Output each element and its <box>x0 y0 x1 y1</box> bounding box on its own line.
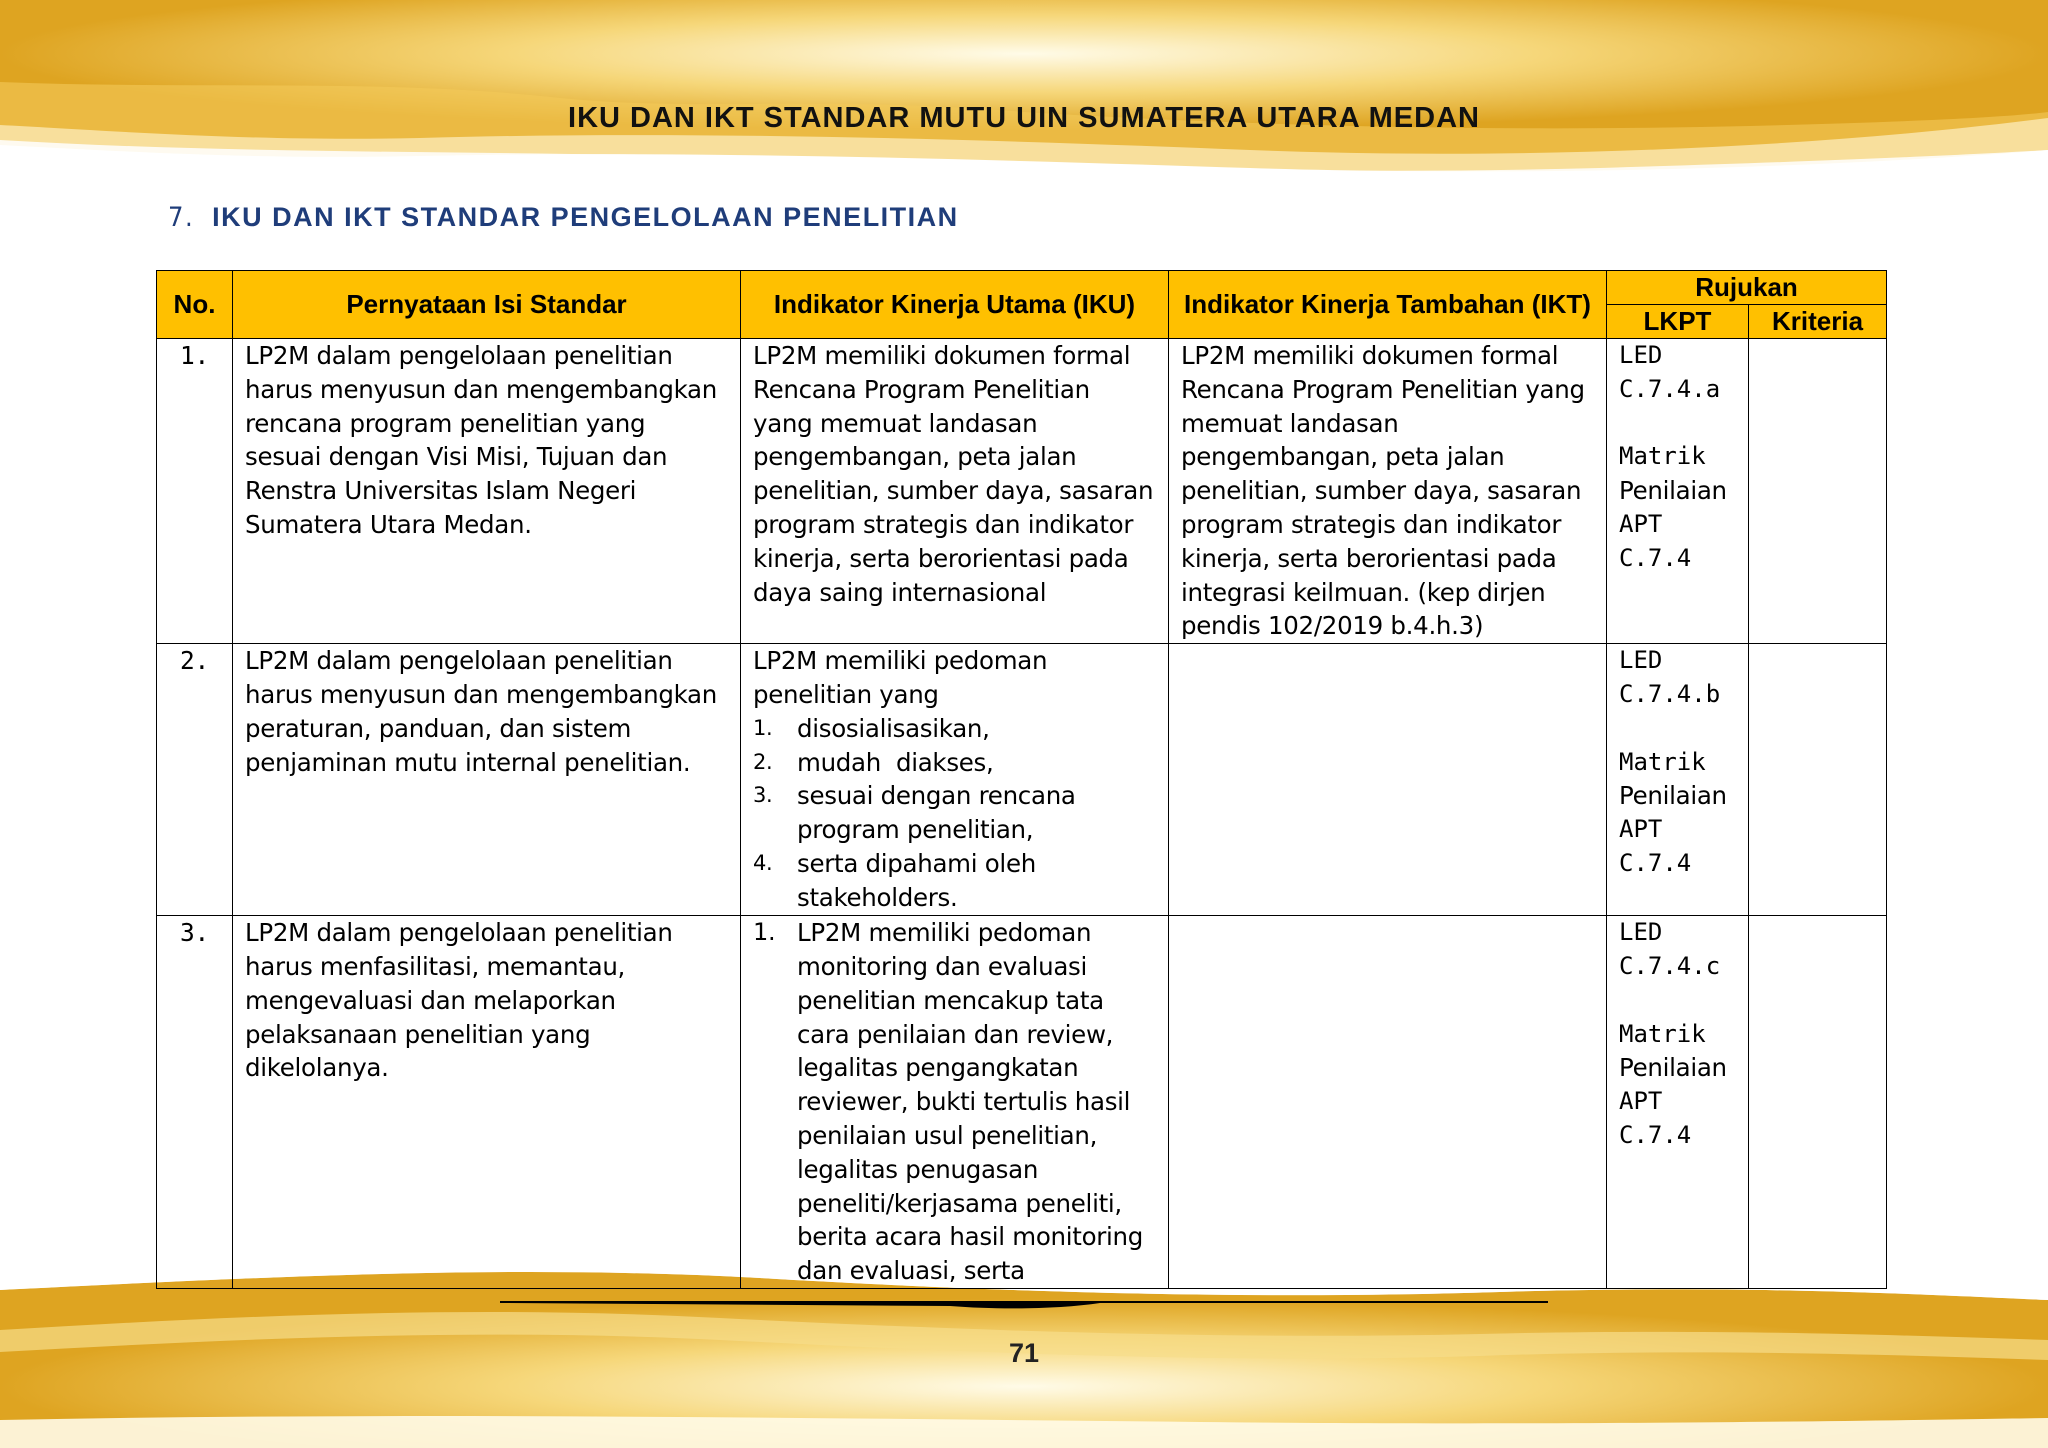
lkpt-spacer <box>1619 407 1736 441</box>
list-item-text: serta dipahami oleh stakeholders. <box>797 848 1036 912</box>
kriteria-cell <box>1749 644 1887 916</box>
list-item-number: 3. <box>753 783 773 808</box>
lkpt-line: APT <box>1619 1087 1663 1116</box>
list-item-number: 2. <box>753 749 773 774</box>
row-number: 1. <box>157 339 233 644</box>
section-heading <box>168 202 959 233</box>
lkpt-line: C.7.4.b <box>1619 679 1721 708</box>
iku-cell <box>741 916 1169 1289</box>
lkpt-line: LED <box>1619 918 1663 947</box>
lkpt-line: C.7.4 <box>1619 848 1692 877</box>
lkpt-line: C.7.4 <box>1619 1120 1692 1149</box>
iku-cell <box>741 644 1169 916</box>
lkpt-line: Matrik <box>1619 1019 1706 1048</box>
list-item-number: 1. <box>753 715 773 740</box>
kriteria-cell <box>1749 916 1887 1289</box>
lkpt-line: LED <box>1619 646 1663 675</box>
list-item-number: 4. <box>753 850 773 875</box>
kriteria-cell <box>1749 339 1887 644</box>
header-lkpt: LKPT <box>1607 305 1749 339</box>
lkpt-line: Matrik <box>1619 442 1706 471</box>
list-item-text: mudah diakses, <box>797 747 994 777</box>
document-header-title: IKU DAN IKT STANDAR MUTU UIN SUMATERA UTARA MEDAN <box>568 102 1480 134</box>
lkpt-line: LED <box>1619 341 1663 369</box>
header-iku: Indikator Kinerja Utama (IKU) <box>741 271 1169 339</box>
standards-table <box>156 270 1887 1289</box>
lkpt-cell <box>1607 339 1749 644</box>
lkpt-spacer <box>1619 984 1736 1018</box>
iku-cell: LP2M memiliki dokumen formal Rencana Program Penelitian yang memuat landasan pengembangan, peta jalan penelitian, sumber daya, sasaran program strategis dan indikator kinerja, serta berorientasi pada daya saing internasional <box>741 339 1169 644</box>
page-number: 71 <box>1008 1338 1040 1368</box>
row-number: 3. <box>157 916 233 1289</box>
iku-list <box>753 712 1156 915</box>
lkpt-line: Matrik <box>1619 747 1706 776</box>
list-item <box>753 779 1156 847</box>
list-item-text: LP2M memiliki pedoman monitoring dan evaluasi penelitian mencakup tata cara penilaian dan review, legalitas pengangkatan reviewer, bukti tertulis hasil penilaian usul penelitian, legalitas penugasan peneliti/kerjasama peneliti, berita acara hasil monitoring dan evaluasi, serta <box>797 918 1144 1286</box>
lkpt-line: Penilaian <box>1619 1053 1727 1083</box>
lkpt-line: APT <box>1619 509 1663 538</box>
row-number: 2. <box>157 644 233 916</box>
lkpt-line: APT <box>1619 815 1663 844</box>
table-row <box>157 644 1887 916</box>
lkpt-line: C.7.4.c <box>1619 951 1721 980</box>
statement-cell: LP2M dalam pengelolaan penelitian harus menyusun dan mengembangkan peraturan, panduan, dan sistem penjaminan mutu internal penelitian. <box>233 644 741 916</box>
section-number: 7. <box>168 202 195 233</box>
list-item-text: sesuai dengan rencana program penelitian, <box>797 781 1076 845</box>
section-title: IKU DAN IKT STANDAR PENGELOLAAN PENELITIAN <box>212 202 959 232</box>
statement-cell: LP2M dalam pengelolaan penelitian harus menyusun dan mengembangkan rencana program penelitian yang sesuai dengan Visi Misi, Tujuan dan Renstra Universitas Islam Negeri Sumatera Utara Medan. <box>233 339 741 644</box>
lkpt-cell <box>1607 644 1749 916</box>
table-row <box>157 339 1887 644</box>
lkpt-line: Penilaian <box>1619 781 1727 811</box>
table-row <box>157 916 1887 1289</box>
statement-cell: LP2M dalam pengelolaan penelitian harus menfasilitasi, memantau, mengevaluasi dan melaporkan pelaksanaan penelitian yang dikelolanya. <box>233 916 741 1289</box>
list-item-text: disosialisasikan, <box>797 713 990 743</box>
list-item <box>753 746 1156 780</box>
header-kriteria: Kriteria <box>1749 305 1887 339</box>
header-statement: Pernyataan Isi Standar <box>233 271 741 339</box>
header-ikt: Indikator Kinerja Tambahan (IKT) <box>1169 271 1607 339</box>
iku-intro: LP2M memiliki pedoman penelitian yang <box>753 646 1048 709</box>
lkpt-line: C.7.4 <box>1619 543 1692 572</box>
list-item <box>753 847 1156 915</box>
lkpt-line: Penilaian <box>1619 476 1727 506</box>
list-item <box>753 712 1156 746</box>
lkpt-spacer <box>1619 712 1736 746</box>
lkpt-cell <box>1607 916 1749 1289</box>
header-rujukan: Rujukan <box>1607 271 1887 305</box>
lkpt-line: C.7.4.a <box>1619 374 1721 403</box>
list-item <box>753 916 1156 1288</box>
list-item-number: 1. <box>753 918 776 947</box>
ikt-cell <box>1169 644 1607 916</box>
ikt-cell <box>1169 916 1607 1289</box>
header-no: No. <box>157 271 233 339</box>
iku-list <box>753 916 1156 1288</box>
ikt-cell: LP2M memiliki dokumen formal Rencana Program Penelitian yang memuat landasan pengembangan, peta jalan penelitian, sumber daya, sasaran program strategis dan indikator kinerja, serta berorientasi pada integrasi keilmuan. (kep dirjen pendis 102/2019 b.4.h.3) <box>1169 339 1607 644</box>
